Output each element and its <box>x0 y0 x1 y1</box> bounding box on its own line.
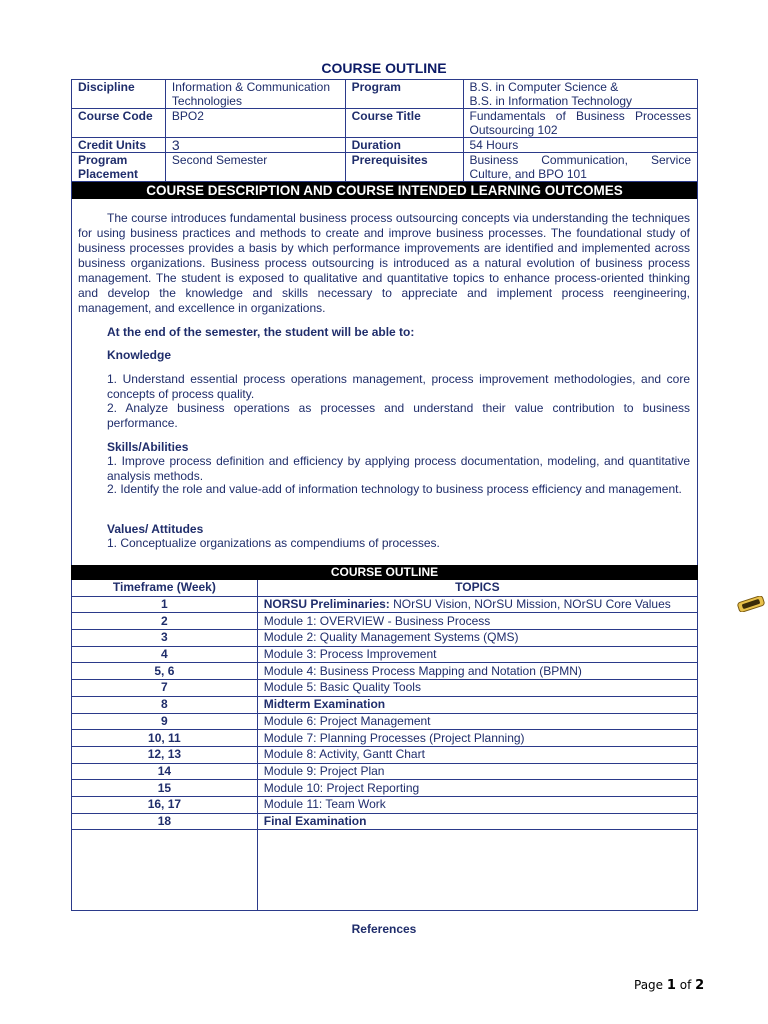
week-cell: 14 <box>72 763 258 780</box>
topic-cell <box>257 796 697 813</box>
outline-body <box>72 596 698 830</box>
topic-cell <box>257 596 697 613</box>
outline-header-row <box>72 580 698 597</box>
week-cell: 15 <box>72 780 258 797</box>
week-cell: 18 <box>72 813 258 830</box>
page-title: COURSE OUTLINE <box>321 60 447 76</box>
outcomes-intro: At the end of the semester, the student will be able to: <box>107 325 415 339</box>
page-prefix: Page <box>634 978 667 992</box>
topic-cell <box>257 680 697 697</box>
info-row-discipline <box>72 80 698 109</box>
topic-text: Module 11: Team Work <box>263 797 386 812</box>
outline-heading-row <box>72 566 698 580</box>
description-paragraph: The course introduces fundamental business process outsourcing concepts via understanding the techniques for using business practices and methods to create and improve business processes. The foundational study of business processes provides a basis by which performance improvements are identified and implemented across business organizations. Business process outsourcing is introduced as a natural evolution of business process management. The student is exposed to qualitative and quantitative topics to enhance process-oriented thinking and develop the knowledge and skills necessary to appreciate and implement process reengineering, management, and excellence in organizations. <box>78 211 690 315</box>
discipline-label: Discipline <box>72 80 166 109</box>
values-item-1: 1. Conceptualize organizations as compendiums of processes. <box>107 536 440 550</box>
values-heading: Values/ Attitudes <box>107 522 204 536</box>
duration-label: Duration <box>345 138 463 153</box>
week-cell: 4 <box>72 646 258 663</box>
info-row-placement <box>72 153 698 182</box>
course-title-label: Course Title <box>345 109 463 138</box>
topic-cell <box>257 746 697 763</box>
table-row <box>72 746 698 763</box>
table-row <box>72 730 698 747</box>
blank-week-cell <box>72 830 258 911</box>
week-cell: 1 <box>72 596 258 613</box>
topic-cell <box>257 763 697 780</box>
outline-heading: COURSE OUTLINE <box>72 566 698 580</box>
col-header-week: Timeframe (Week) <box>72 580 258 597</box>
week-cell: 16, 17 <box>72 796 258 813</box>
page-of: of <box>675 978 696 992</box>
program-placement-value: Second Semester <box>165 153 345 182</box>
prerequisites-label: Prerequisites <box>345 153 463 182</box>
topic-bold-text: Midterm Examination <box>263 697 386 712</box>
page-current: 1 <box>666 978 676 993</box>
description-heading: COURSE DESCRIPTION AND COURSE INTENDED LEARNING OUTCOMES <box>72 182 697 199</box>
outline-blank-row <box>72 830 698 911</box>
program-value-line-1: B.S. in Computer Science & <box>469 80 619 94</box>
knowledge-item-1: 1. Understand essential process operations management, process improvement methodologies, and core concepts of process quality. <box>107 372 690 401</box>
table-row <box>72 680 698 697</box>
topic-bold-text: Final Examination <box>263 813 367 828</box>
week-cell: 5, 6 <box>72 663 258 680</box>
topic-text: Module 6: Project Management <box>263 713 431 728</box>
topic-cell <box>257 696 697 713</box>
info-row-credit-units <box>72 138 698 153</box>
topic-text: Module 3: Process Improvement <box>263 647 437 662</box>
topic-text: Module 8: Activity, Gantt Chart <box>263 747 425 762</box>
blank-topic-cell <box>257 830 697 911</box>
topic-text: Module 9: Project Plan <box>263 763 385 778</box>
discipline-value <box>165 80 345 109</box>
table-row <box>72 713 698 730</box>
knowledge-item-2: 2. Analyze business operations as processes and understand their value contribution to business performance. <box>107 401 690 430</box>
topic-cell <box>257 713 697 730</box>
week-cell: 3 <box>72 630 258 647</box>
references-heading: References <box>351 922 417 936</box>
seal-icon <box>736 596 766 612</box>
table-row <box>72 813 698 830</box>
course-title-value-line-2: Outsourcing 102 <box>469 123 558 137</box>
program-label: Program <box>345 80 463 109</box>
skills-item-2: 2. Identify the role and value-add of information technology to business process efficiency and management. <box>107 482 682 496</box>
knowledge-heading: Knowledge <box>107 348 172 362</box>
topic-cell <box>257 613 697 630</box>
week-cell: 7 <box>72 680 258 697</box>
week-cell: 8 <box>72 696 258 713</box>
table-row <box>72 630 698 647</box>
topic-text: Module 10: Project Reporting <box>263 780 420 795</box>
credit-units-label: Credit Units <box>72 138 166 153</box>
topic-cell <box>257 813 697 830</box>
prerequisites-value-line-1: Business Communication, Service <box>469 153 691 167</box>
program-placement-label-line-2: Placement <box>78 167 139 181</box>
table-row <box>72 763 698 780</box>
course-outline-table <box>71 565 698 911</box>
topic-text: Module 1: OVERVIEW - Business Process <box>263 613 491 628</box>
topic-bold-text: NORSU Preliminaries: <box>263 597 390 612</box>
table-row <box>72 646 698 663</box>
course-info-table <box>71 79 698 182</box>
program-placement-label <box>72 153 166 182</box>
topic-text: Module 4: Business Process Mapping and Notation (BPMN) <box>263 663 582 678</box>
discipline-value-line-2: Technologies <box>171 94 242 108</box>
topic-cell <box>257 663 697 680</box>
col-header-topics: TOPICS <box>257 580 697 597</box>
program-value-line-2: B.S. in Information Technology <box>469 94 633 108</box>
topic-text: NOrSU Vision, NOrSU Mission, NOrSU Core Values <box>389 597 671 612</box>
duration-value: 54 Hours <box>463 138 698 153</box>
week-cell: 12, 13 <box>72 746 258 763</box>
week-cell: 2 <box>72 613 258 630</box>
topic-text: Module 2: Quality Management Systems (QMS) <box>263 630 519 645</box>
page-number <box>634 978 704 993</box>
table-row <box>72 596 698 613</box>
prerequisites-value-line-2: Culture, and BPO 101 <box>469 167 587 181</box>
topic-cell <box>257 780 697 797</box>
course-title-value-line-1: Fundamentals of Business Processes <box>469 109 691 123</box>
topic-text: Module 7: Planning Processes (Project Planning) <box>263 730 525 745</box>
course-description-box <box>71 181 698 567</box>
topic-cell <box>257 730 697 747</box>
course-code-value: BPO2 <box>165 109 345 138</box>
program-placement-label-line-1: Program <box>78 153 128 167</box>
week-cell: 10, 11 <box>72 730 258 747</box>
table-row <box>72 796 698 813</box>
prerequisites-value <box>463 153 698 182</box>
skills-heading: Skills/Abilities <box>107 440 189 454</box>
table-row <box>72 696 698 713</box>
skills-item-1: 1. Improve process definition and efficiency by applying process documentation, modeling, and quantitative analysis methods. <box>107 454 690 483</box>
week-cell: 9 <box>72 713 258 730</box>
page-total: 2 <box>695 978 705 993</box>
table-row <box>72 613 698 630</box>
credit-units-value: 3 <box>165 138 345 153</box>
topic-cell <box>257 646 697 663</box>
topic-cell <box>257 630 697 647</box>
program-value <box>463 80 698 109</box>
topic-text: Module 5: Basic Quality Tools <box>263 680 421 695</box>
discipline-value-line-1: Information & Communication <box>171 80 330 94</box>
table-row <box>72 663 698 680</box>
course-title-value <box>463 109 698 138</box>
info-row-course-code <box>72 109 698 138</box>
table-row <box>72 780 698 797</box>
course-code-label: Course Code <box>72 109 166 138</box>
